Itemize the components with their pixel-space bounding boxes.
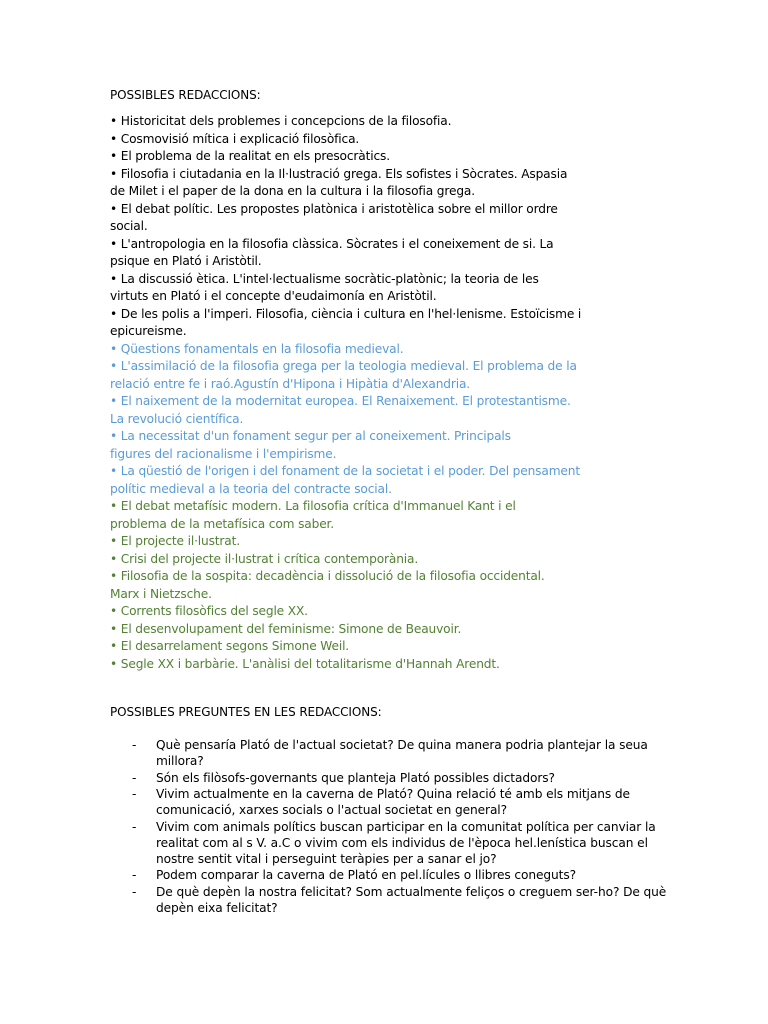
topic-item xyxy=(110,131,580,149)
topic-item xyxy=(110,603,580,621)
question-line: realitat com al s V. a.C o vivim com els individus de l'època hel.lenística buscan el xyxy=(156,835,648,850)
question-line: Podem comparar la caverna de Plató en pel.lícules o llibres coneguts? xyxy=(156,868,576,882)
topic-line: • Segle XX i barbàrie. L'anàlisi del totalitarisme d'Hannah Arendt. xyxy=(110,656,500,671)
topic-item xyxy=(110,638,580,656)
question-item xyxy=(110,819,670,867)
question-item xyxy=(110,786,670,818)
topic-item xyxy=(110,551,580,569)
topic-line: social. xyxy=(110,219,148,233)
topic-line: • De les polis a l'imperi. Filosofia, ciència i cultura en l'hel·lenisme. Estoïcisme i xyxy=(110,306,582,321)
topic-line: • La discussió ètica. L'intel·lectualisme socràtic-platònic; la teoria de les xyxy=(110,271,539,286)
question-line: Què pensaría Plató de l'actual societat? De quina manera podria plantejar la seua xyxy=(156,738,648,752)
topic-item xyxy=(110,306,580,341)
topic-line: psique en Plató i Aristòtil. xyxy=(110,254,262,268)
topic-item xyxy=(110,271,580,306)
topic-line: • L'assimilació de la filosofia grega per la teologia medieval. El problema de la xyxy=(110,359,577,373)
topic-item xyxy=(110,201,580,236)
topics-list xyxy=(110,113,580,673)
topic-item xyxy=(110,621,580,639)
topic-line: • Cosmovisió mítica i explicació filosòfica. xyxy=(110,131,360,146)
topic-item xyxy=(110,498,580,533)
topic-line: La revolució científica. xyxy=(110,411,244,426)
topic-line: • Crisi del projecte il·lustrat i crítica contemporània. xyxy=(110,551,419,566)
topic-line: de Milet i el paper de la dona en la cultura i la filosofia grega. xyxy=(110,184,475,198)
topic-line: • Qüestions fonamentals en la filosofia medieval. xyxy=(110,341,404,356)
topic-line: • El debat metafísic modern. La filosofia crítica d'Immanuel Kant i el xyxy=(110,499,516,513)
topic-item xyxy=(110,656,580,674)
question-dash-marker: - xyxy=(132,738,137,752)
topic-line: epicureisme. xyxy=(110,324,187,338)
question-dash-marker: - xyxy=(132,868,137,882)
question-line: nostre sentit vital i perseguint teràpies per a sanar el jo? xyxy=(156,851,497,866)
question-item xyxy=(110,884,670,916)
question-line: Vivim com animals polítics buscan participar en la comunitat política per canviar la xyxy=(156,819,656,834)
question-item xyxy=(110,737,670,769)
topic-item xyxy=(110,341,580,359)
topic-line: • Corrents filosòfics del segle XX. xyxy=(110,604,308,618)
question-dash-marker: - xyxy=(132,884,137,899)
topic-item xyxy=(110,463,580,498)
topic-line: polític medieval a la teoria del contracte social. xyxy=(110,481,392,496)
question-item xyxy=(110,770,670,786)
topics-heading: POSSIBLES REDACCIONS: xyxy=(110,88,261,102)
topic-item xyxy=(110,568,580,603)
question-line: De què depèn la nostra felicitat? Som actualmente feliços o creguem ser-ho? De què xyxy=(156,884,667,899)
topic-item xyxy=(110,148,580,166)
topic-item xyxy=(110,236,580,271)
topic-line: • El desenvolupament del feminisme: Simone de Beauvoir. xyxy=(110,621,462,636)
topic-line: Marx i Nietzsche. xyxy=(110,586,212,601)
topic-line: • La qüestió de l'origen i del fonament de la societat i el poder. Del pensament xyxy=(110,464,580,478)
topic-item xyxy=(110,393,580,428)
question-dash-marker: - xyxy=(132,787,137,801)
topic-line: • El naixement de la modernitat europea. El Renaixement. El protestantisme. xyxy=(110,394,571,408)
questions-heading: POSSIBLES PREGUNTES EN LES REDACCIONS: xyxy=(110,705,382,719)
topic-item xyxy=(110,166,580,201)
question-line: comunicació, xarxes socials o l'actual societat en general? xyxy=(156,803,507,817)
question-item xyxy=(110,867,670,883)
topic-line: • El debat polític. Les propostes platònica i aristotèlica sobre el millor ordre xyxy=(110,201,558,216)
questions-list xyxy=(110,737,670,916)
topic-item xyxy=(110,358,580,393)
topic-line: • El desarrelament segons Simone Weil. xyxy=(110,639,350,653)
topic-line: relació entre fe i raó.Agustín d'Hipona i Hipàtia d'Alexandria. xyxy=(110,376,471,391)
topic-line: • El problema de la realitat en els presocràtics. xyxy=(110,149,390,163)
question-line: depèn eixa felicitat? xyxy=(156,900,278,915)
topic-line: • L'antropologia en la filosofia clàssica. Sòcrates i el coneixement de si. La xyxy=(110,236,554,251)
topic-line: • Historicitat dels problemes i concepcions de la filosofia. xyxy=(110,114,452,128)
question-dash-marker: - xyxy=(132,819,137,834)
topic-line: figures del racionalisme i l'empirisme. xyxy=(110,446,337,461)
topic-line: • Filosofia i ciutadania en la Il·lustració grega. Els sofistes i Sòcrates. Aspasia xyxy=(110,166,568,181)
topic-line: problema de la metafísica com saber. xyxy=(110,516,335,531)
topic-item xyxy=(110,533,580,551)
topic-line: • Filosofia de la sospita: decadència i dissolució de la filosofia occidental. xyxy=(110,569,545,583)
question-dash-marker: - xyxy=(132,770,137,785)
topic-line: • El projecte il·lustrat. xyxy=(110,534,240,548)
question-line: Són els filòsofs-governants que planteja Plató possibles dictadors? xyxy=(156,770,555,785)
question-line: Vivim actualmente en la caverna de Plató? Quina relació té amb els mitjans de xyxy=(156,787,630,801)
topic-line: • La necessitat d'un fonament segur per al coneixement. Principals xyxy=(110,429,511,443)
topic-line: virtuts en Plató i el concepte d'eudaimonía en Aristòtil. xyxy=(110,289,437,303)
topic-item xyxy=(110,113,580,131)
topic-item xyxy=(110,428,580,463)
question-line: millora? xyxy=(156,754,204,768)
